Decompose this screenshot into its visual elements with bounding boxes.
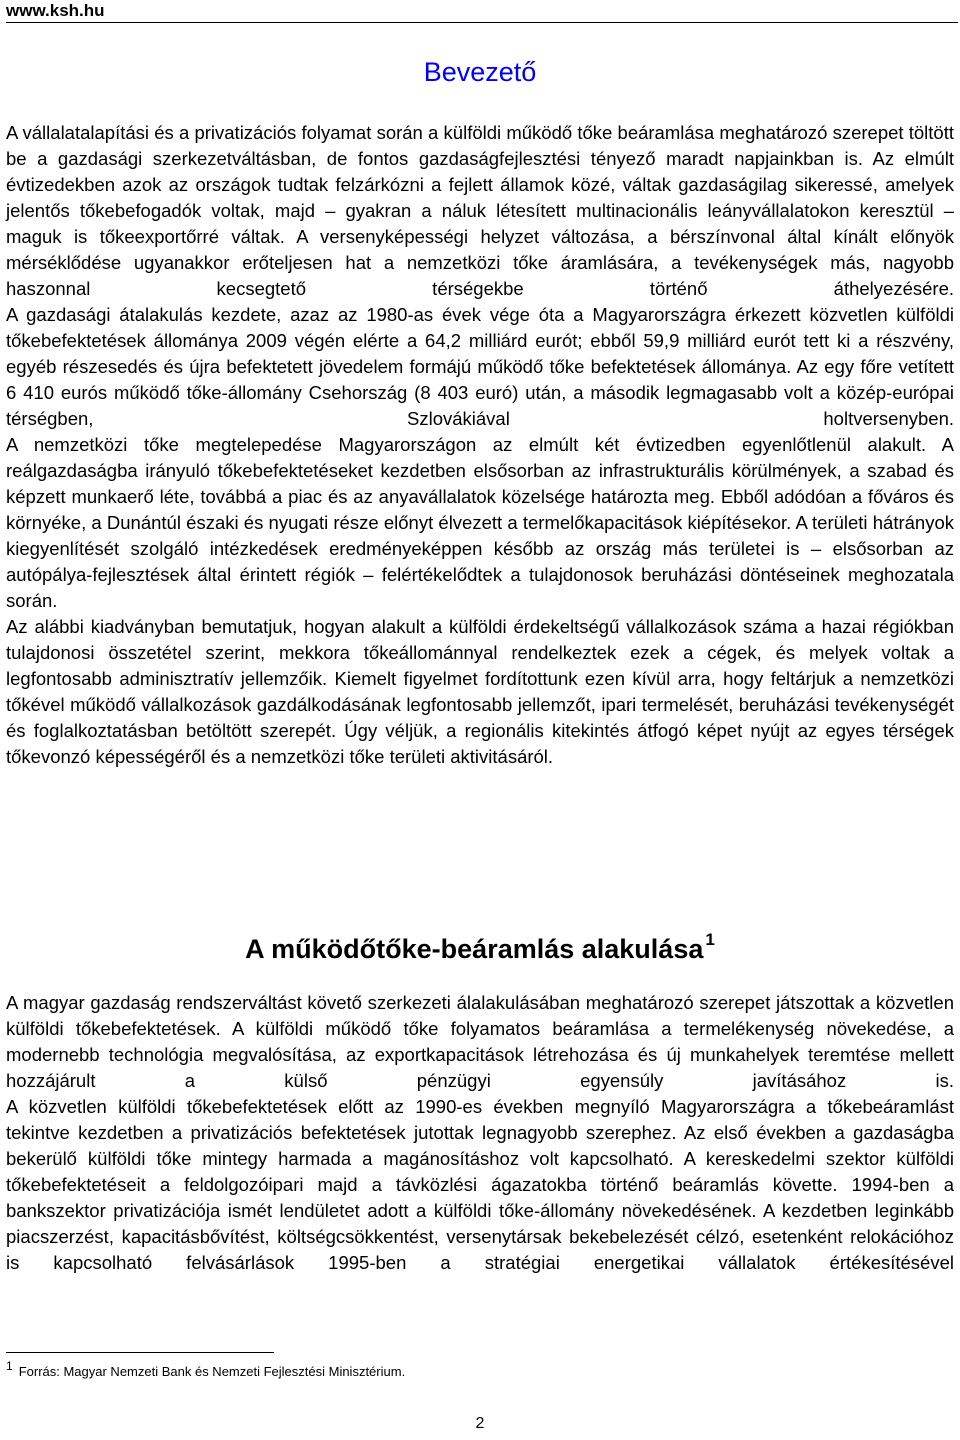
page-title: Bevezető [423,57,537,87]
intro-section [6,120,954,770]
section-heading-text: A működőtőke-beáramlás alakulása [245,934,704,964]
header-divider [6,22,958,23]
footnote-marker: 1 [6,1359,13,1373]
section-heading [0,918,960,971]
intro-paragraph-3: A nemzetközi tőke megtelepedése Magyarországon az elmúlt két évtizedben egyenlőtlenül alakult. A reálgazdaságba irányuló tőkebefektetéseket kezdetben elsősorban az infrastrukturális körülmények, a szabad és képzett munkaerő léte, továbbá a piac és az anyavállalatok közelsége határozta meg. Ebből adódóan a főváros és környéke, a Dunántúl északi és nyugati része előnyt élvezett a termelőkapacitások kiépítésekor. A területi hátrányok kiegyenlítését szolgáló intézkedések eredményeképpen később az ország más területei is – elsősorban az autópálya-fejlesztések által érintett régiók – felértékelődtek a tulajdonosok beruházási döntéseinek meghozatala során. [6,434,954,611]
intro-paragraph-4: Az alábbi kiadványban bemutatjuk, hogyan alakult a külföldi érdekeltségű vállalkozások száma a hazai régiókban tulajdonosi összetétel szerint, mekkora tőkeállománnyal rendelkeztek ezek a cégek, és melyek voltak a legfontosabb adminisztratív jellemzőik. Kiemelt figyelmet fordítottunk ezen kívül arra, hogy feltárjuk a nemzetközi tőkével működő vállalkozások gazdálkodásának legfontosabb jellemzőt, ipari termelését, beruházási tevékenységét és foglalkoztatásban betöltött szerepét. Úgy véljük, a regionális kitekintés átfogó képet nyújt az egyes térségek tőkevonzó képességéről és a nemzetközi tőke területi aktivitásáról. [6,616,954,767]
footnote-reference[interactable]: 1 [705,930,715,949]
section-paragraph-2: A közvetlen külföldi tőkebefektetések előtt az 1990-es években megnyíló Magyarországra a tőkebeáramlást tekintve kezdetben a privatizációs befektetések jutottak legnagyobb szerephez. Az első években a gazdaságba bekerülő külföldi tőke mintegy harmada a magánosításhoz volt kapcsolható. A kereskedelmi szektor külföldi tőkebefektetéseit a feldolgozóipari majd a távközlési ágazatokba történő beáramlás követte. 1994-ben a bankszektor privatizációja ismét lendületet adott a külföldi tőke-állomány növekedésének. A kezdetben leginkább piacszerzést, kapacitásbővítést, költségcsökkentést, versenytársak bekebelezését célzó, esetenként relokációhoz is kapcsolható felvásárlások 1995-ben a stratégiai energetikai vállalatok értékesítésével [6,1096,954,1273]
page-number: 2 [475,1415,485,1432]
footnote-divider [6,1352,274,1353]
section-body [6,990,954,1276]
footnote-text: Forrás: Magyar Nemzeti Bank és Nemzeti Fejlesztési Minisztérium. [18,1364,406,1379]
footnote [6,1358,405,1380]
site-url[interactable]: www.ksh.hu [6,1,105,20]
intro-paragraph-2: A gazdasági átalakulás kezdete, azaz az 1980-as évek vége óta a Magyarországra érkezett közvetlen külföldi tőkebefektetések állománya 2009 végén elérte a 64,2 milliárd eurót; ebből 59,9 milliárd eurót tett ki a részvény, egyéb részesedés és újra befektetett jövedelem formájú működő tőke befektetések állománya. Az egy főre vetített 6 410 eurós működő tőke-állomány Csehország (8 403 euró) után, a második legmagasabb volt a közép-európai térségben, Szlovákiával holtversenyben. [6,304,954,429]
intro-paragraph-1: A vállalatalapítási és a privatizációs folyamat során a külföldi működő tőke beáramlása meghatározó szerepet töltött be a gazdasági szerkezetváltásban, de fontos gazdaságfejlesztési tényező maradt napjainkban is. Az elmúlt évtizedekben azok az országok tudtak felzárkózni a fejlett államok közé, váltak gazdaságilag sikeressé, amelyek jelentős tőkebefogadók voltak, majd – gyakran a náluk létesített multinacionális leányvállalatokon keresztül – maguk is tőkeexportőrré váltak. A versenyképességi helyzet változása, a bérszínvonal által kínált előnyök mérséklődése ugyanakkor erőteljesen hat a nemzetközi tőke áramlására, a tevékenységek más, nagyobb haszonnal kecsegtető térségekbe történő áthelyezésére. [6,122,954,299]
section-paragraph-1: A magyar gazdaság rendszerváltást követő szerkezeti álalakulásában meghatározó szerepet játszottak a közvetlen külföldi tőkebefektetések. A külföldi működő tőke folyamatos beáramlása a termelékenység növekedése, a modernebb technológia megvalósítása, az exportkapacitások létrehozása és új munkahelyek teremtése mellett hozzájárult a külső pénzügyi egyensúly javításához is. [6,992,954,1091]
